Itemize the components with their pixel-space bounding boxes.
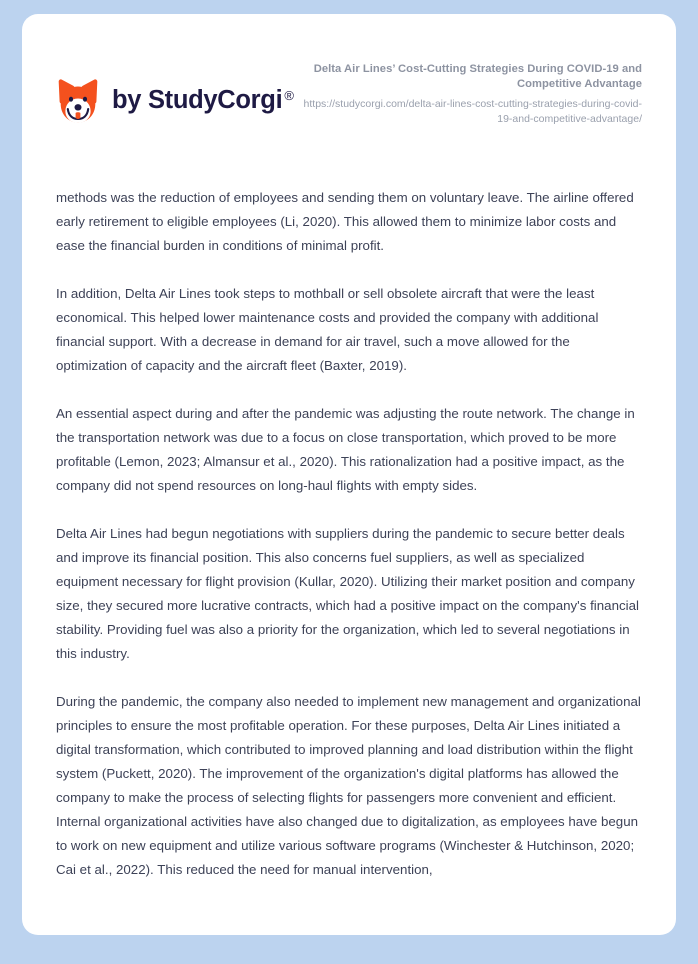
body-paragraph: Delta Air Lines had begun negotiations with suppliers during the pandemic to secure better deals and improve its financial position. This also concerns fuel suppliers, as well as specialized equipment necessary for flight provision (Kullar, 2020). Utilizing their market position and company size, they secured more lucrative contracts, which had a positive impact on the company's financial stability. Providing fuel was also a priority for the organization, which led to several negotiations in this industry.: [56, 526, 639, 661]
body-paragraph: An essential aspect during and after the pandemic was adjusting the route network. The change in the transportation network was due to a focus on close transportation, which proved to be more profitable (Lemon, 2023; Almansur et al., 2020). This rationalization had a positive impact, as the company did not spend resources on long-haul flights with empty sides.: [56, 406, 635, 493]
document-card: [22, 14, 676, 935]
page-title: Delta Air Lines’ Cost-Cutting Strategies During COVID-19 and Competitive Advantage: [313, 63, 642, 91]
document-header: [22, 14, 676, 146]
body-paragraph: methods was the reduction of employees and sending them on voluntary leave. The airline offered early retirement to eligible employees (Li, 2020). This allowed them to minimize labor costs and ease the financial burden in conditions of minimal profit.: [56, 190, 634, 253]
brand-name: by StudyCorgi: [112, 86, 283, 115]
corgi-head-icon: [55, 77, 101, 125]
body-paragraph: During the pandemic, the company also needed to implement new management and organizational principles to ensure the most profitable operation. For these purposes, Delta Air Lines initiated a digital transformation, which contributed to improved planning and load distribution within the flight system (Puckett, 2020). The improvement of the organization's digital platforms has allowed the company to make the process of selecting flights for passengers more convenient and efficient. Internal organizational activities have also changed due to digitalization, as employees have begun to work on new equipment and utilize various software programs (Winchester & Hutchinson, 2020; Cai et al., 2022). This reduced the need for manual intervention,: [56, 694, 641, 877]
source-url[interactable]: https://studycorgi.com/delta-air-lines-cost-cutting-strategies-during-covid-19-and-competitive-advantage/: [303, 98, 642, 125]
brand-wordmark: [112, 88, 294, 114]
body-paragraph: In addition, Delta Air Lines took steps to mothball or sell obsolete aircraft that were the least economical. This helped lower maintenance costs and provided the company with additional financial support. With a decrease in demand for air travel, such a move allowed for the optimization of capacity and the aircraft fleet (Baxter, 2019).: [56, 286, 599, 373]
document-body: [22, 146, 676, 935]
registered-trademark-icon: ®: [284, 88, 294, 104]
brand-logo-block[interactable]: [55, 62, 294, 125]
header-meta: [294, 62, 642, 126]
